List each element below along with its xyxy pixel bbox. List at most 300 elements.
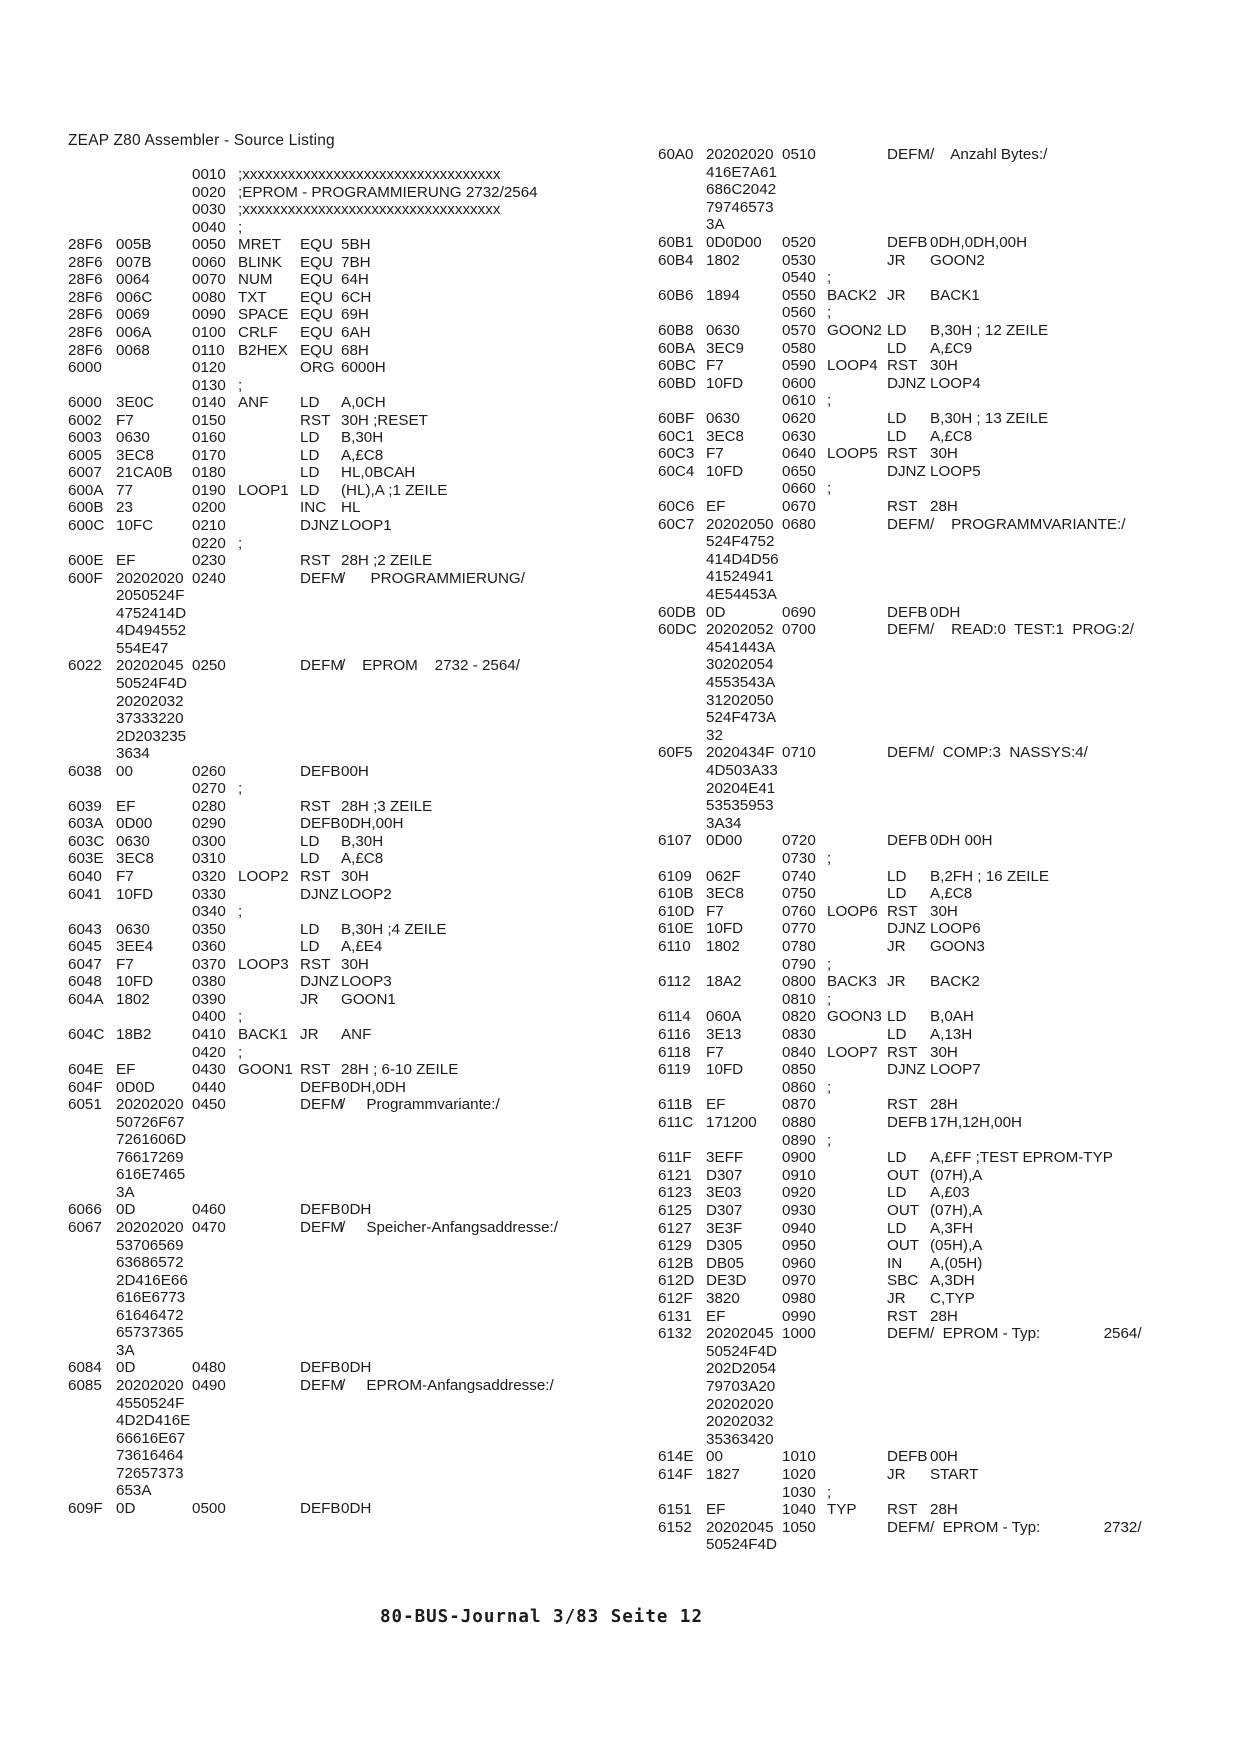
address: 6127 <box>658 1219 692 1237</box>
code: 171200 <box>706 1114 757 1131</box>
code: 50726F67 <box>116 1113 185 1131</box>
line-number: 0980 <box>782 1290 816 1307</box>
operand: A,0CH <box>341 394 386 412</box>
opcode: LD <box>887 1008 907 1026</box>
code: 0630 <box>116 429 150 447</box>
operand: LOOP4 <box>930 374 981 392</box>
line-number: 0330 <box>192 885 226 903</box>
line-number: 0250 <box>192 657 226 675</box>
line-number: 0530 <box>782 251 816 269</box>
opcode: DEFB <box>887 234 928 251</box>
code: F7 <box>116 868 134 885</box>
line-number: 0490 <box>192 1376 226 1394</box>
code: 20204E41 <box>706 779 776 797</box>
line-number: 0760 <box>782 902 816 920</box>
address: 611C <box>658 1114 694 1131</box>
listing-line <box>0 727 1240 745</box>
listing-line <box>0 938 1240 956</box>
code: 50524F4D <box>116 674 187 692</box>
operand: 30H <box>930 1043 958 1061</box>
label: BACK1 <box>238 1025 288 1043</box>
operand: LOOP2 <box>341 885 392 903</box>
address: 6041 <box>68 885 102 903</box>
operand: / PROGRAMMVARIANTE:/ <box>930 515 1126 533</box>
code: 20202045 <box>706 1325 774 1343</box>
label: TXT <box>238 288 267 306</box>
code: 10FD <box>116 885 154 903</box>
code: 35363420 <box>706 1430 774 1448</box>
line-number: 0730 <box>782 850 816 867</box>
code: 0630 <box>706 322 740 339</box>
listing-line <box>0 252 1240 270</box>
listing-line <box>0 375 1240 393</box>
opcode: RST <box>300 552 331 570</box>
code: 653A <box>116 1482 152 1500</box>
address: 603A <box>68 815 104 833</box>
operand: LOOP6 <box>930 920 981 938</box>
address: 610E <box>658 920 694 938</box>
listing-line <box>0 780 1240 798</box>
operand: / Programmvariante:/ <box>341 1096 500 1114</box>
code: 79746573 <box>706 198 774 216</box>
label: ; <box>238 218 243 236</box>
code: 20202020 <box>116 1096 184 1114</box>
code: 53706569 <box>116 1236 184 1254</box>
listing-line <box>0 656 1240 674</box>
address: 60F5 <box>658 744 693 762</box>
opcode: DEFB <box>300 1359 341 1377</box>
address: 604E <box>68 1061 104 1079</box>
code: 3E0C <box>116 394 154 412</box>
label: ; <box>827 304 832 322</box>
opcode: RST <box>887 357 918 375</box>
line-number: 0780 <box>782 938 816 955</box>
address: 28F6 <box>68 253 103 271</box>
line-number: 0180 <box>192 464 226 482</box>
line-number: 0900 <box>782 1149 816 1167</box>
address: 600E <box>68 552 104 570</box>
opcode: LD <box>300 464 320 482</box>
opcode: LD <box>300 481 320 499</box>
listing-line <box>0 1501 1240 1519</box>
code: 20202045 <box>706 1518 774 1536</box>
label: ; <box>827 269 832 287</box>
listing-line <box>0 885 1240 903</box>
operand: A,3FH <box>930 1219 974 1237</box>
listing-line <box>0 1325 1240 1343</box>
opcode: LD <box>887 322 907 339</box>
opcode: DJNZ <box>887 1061 926 1079</box>
opcode: RST <box>887 445 918 463</box>
opcode: EQU <box>300 341 333 359</box>
listing-line <box>0 709 1240 727</box>
address: 6129 <box>658 1237 692 1255</box>
address: 6152 <box>658 1518 692 1536</box>
opcode: OUT <box>887 1202 920 1219</box>
code: EF <box>116 1061 136 1079</box>
address: 28F6 <box>68 236 103 254</box>
listing-line <box>0 304 1240 322</box>
address: 6118 <box>658 1043 691 1061</box>
line-number: 0340 <box>192 903 226 921</box>
code: 0D <box>706 603 726 621</box>
operand: 69H <box>341 306 369 324</box>
code: 616E6773 <box>116 1289 186 1307</box>
listing-line <box>0 1061 1240 1079</box>
address: 612D <box>658 1272 695 1290</box>
line-number: 1010 <box>782 1448 816 1466</box>
listing-line <box>0 621 1240 639</box>
line-number: 0640 <box>782 445 816 463</box>
code: 65737365 <box>116 1324 184 1342</box>
label: ; <box>827 1131 832 1149</box>
label: B2HEX <box>238 341 288 359</box>
address: 6114 <box>658 1008 691 1026</box>
code: F7 <box>706 445 724 463</box>
opcode: INC <box>300 499 327 517</box>
code: 3EC8 <box>706 885 744 903</box>
code: F7 <box>706 902 724 920</box>
operand: A,3DH <box>930 1272 975 1290</box>
line-number: 0380 <box>192 973 226 991</box>
address: 614E <box>658 1448 694 1466</box>
opcode: RST <box>300 868 331 885</box>
address: 28F6 <box>68 271 103 289</box>
opcode: LD <box>300 394 320 412</box>
address: 600F <box>68 569 103 587</box>
line-number: 0130 <box>192 376 226 394</box>
listing-line <box>0 850 1240 868</box>
line-number: 0390 <box>192 990 226 1008</box>
label: ; <box>238 903 243 921</box>
address: 614F <box>658 1466 693 1483</box>
code: 31202050 <box>706 691 774 709</box>
line-number: 1000 <box>782 1325 816 1343</box>
code: 0069 <box>116 306 150 324</box>
listing-line <box>0 604 1240 622</box>
line-number: 0410 <box>192 1025 226 1043</box>
opcode: EQU <box>300 288 333 306</box>
operand: (07H),A <box>930 1202 983 1219</box>
code: 524F4752 <box>706 533 775 551</box>
line-number: 0150 <box>192 411 226 429</box>
code: 20202020 <box>706 146 774 163</box>
listing-line <box>0 762 1240 780</box>
address: 603C <box>68 832 105 850</box>
code: 63686572 <box>116 1254 184 1272</box>
line-number: 0010 <box>192 166 226 183</box>
listing-line <box>0 1202 1240 1220</box>
operand: A,£03 <box>930 1184 970 1202</box>
opcode: OUT <box>887 1166 920 1184</box>
code: 006A <box>116 323 152 341</box>
opcode: RST <box>887 1501 918 1519</box>
label: BLINK <box>238 253 282 271</box>
address: 6039 <box>68 797 102 815</box>
opcode: IN <box>887 1254 903 1272</box>
code: 20202020 <box>116 1376 184 1394</box>
operand: / EPROM - Typ: 2564/ <box>930 1325 1142 1343</box>
address: 28F6 <box>68 306 103 324</box>
code: 3820 <box>706 1290 740 1307</box>
opcode: RST <box>887 1307 918 1325</box>
opcode: RST <box>887 902 918 920</box>
opcode: DEFM <box>887 146 931 163</box>
opcode: DEFB <box>887 832 928 850</box>
line-number: 0990 <box>782 1307 816 1325</box>
address: 604A <box>68 990 104 1008</box>
label: LOOP1 <box>238 481 289 499</box>
code: 0D00 <box>706 832 743 850</box>
address: 28F6 <box>68 341 103 359</box>
address: 6051 <box>68 1096 102 1114</box>
opcode: LD <box>887 427 907 445</box>
listing-line <box>0 164 1240 182</box>
code: 18B2 <box>116 1025 152 1043</box>
code: 0068 <box>116 341 150 359</box>
code: 0064 <box>116 271 150 289</box>
opcode: JR <box>887 1290 906 1307</box>
listing-line <box>0 1114 1240 1132</box>
address: 6000 <box>68 394 102 412</box>
opcode: LD <box>887 867 907 885</box>
code: 00 <box>116 762 133 780</box>
code: EF <box>706 1501 726 1519</box>
operand: 17H,12H,00H <box>930 1114 1023 1131</box>
operand: LOOP5 <box>930 462 981 480</box>
address: 6040 <box>68 868 102 885</box>
listing-line <box>0 1237 1240 1255</box>
opcode: RST <box>887 498 918 515</box>
address: 6000 <box>68 359 102 377</box>
address: 60A0 <box>658 146 694 163</box>
operand: 28H ;2 ZEILE <box>341 552 433 570</box>
label: BACK2 <box>827 286 877 304</box>
listing-line <box>0 744 1240 762</box>
listing-line <box>0 1026 1240 1044</box>
code: 0D0D <box>116 1078 155 1096</box>
line-number: 0200 <box>192 499 226 517</box>
opcode: JR <box>887 286 906 304</box>
code: 20202050 <box>706 515 774 533</box>
opcode: DEFM <box>887 744 931 762</box>
opcode: JR <box>300 990 319 1008</box>
line-number: 0460 <box>192 1201 226 1219</box>
code: 4D494552 <box>116 622 187 640</box>
listing-line <box>0 1255 1240 1273</box>
address: 611F <box>658 1149 692 1167</box>
listing-line <box>0 797 1240 815</box>
opcode: JR <box>300 1025 319 1043</box>
line-number: 0350 <box>192 920 226 938</box>
operand: 30H <box>930 357 958 375</box>
operand: A,£C8 <box>341 850 384 868</box>
opcode: DJNZ <box>887 462 926 480</box>
line-number: 0830 <box>782 1026 816 1043</box>
opcode: DEFB <box>887 1114 928 1131</box>
line-number: 0580 <box>782 339 816 357</box>
operand: A,£C8 <box>341 446 384 464</box>
label: LOOP7 <box>827 1043 878 1061</box>
operand: B,2FH ; 16 ZEILE <box>930 867 1050 885</box>
line-number: 0100 <box>192 323 226 341</box>
label: ; <box>827 850 832 867</box>
address: 60C7 <box>658 515 695 533</box>
operand: 0DH <box>930 603 961 621</box>
code: 50524F4D <box>706 1342 777 1360</box>
line-number: 0910 <box>782 1166 816 1184</box>
operand: 0DH <box>341 1359 372 1377</box>
label: ; <box>238 534 243 552</box>
code: 61646472 <box>116 1306 184 1324</box>
code: 23 <box>116 499 133 517</box>
listing-line <box>0 1519 1240 1537</box>
opcode: DEFM <box>887 1518 931 1536</box>
label: ;xxxxxxxxxxxxxxxxxxxxxxxxxxxxxxxxxx <box>238 201 501 219</box>
code: 10FD <box>116 973 154 991</box>
opcode: DJNZ <box>887 374 926 392</box>
opcode: LD <box>887 1219 907 1237</box>
address: 6121 <box>658 1166 692 1184</box>
opcode: RST <box>300 955 331 973</box>
code: 4541443A <box>706 638 776 656</box>
label: SPACE <box>238 306 289 324</box>
address: 60B4 <box>658 251 694 269</box>
listing-line <box>0 1290 1240 1308</box>
code: 3EC9 <box>706 339 744 357</box>
address: 6085 <box>68 1376 102 1394</box>
operand: 28H <box>930 1501 958 1519</box>
code: 00 <box>706 1448 723 1466</box>
label: ; <box>827 955 832 973</box>
line-number: 0170 <box>192 446 226 464</box>
code: 007B <box>116 253 152 271</box>
address: 611B <box>658 1096 693 1114</box>
address: 6123 <box>658 1184 692 1202</box>
code: DB05 <box>706 1254 744 1272</box>
code: F7 <box>116 411 134 429</box>
operand: (07H),A <box>930 1166 983 1184</box>
listing-line <box>0 868 1240 886</box>
opcode: JR <box>887 1466 906 1483</box>
code: 10FD <box>706 374 744 392</box>
address: 6110 <box>658 938 691 955</box>
listing-line <box>0 322 1240 340</box>
operand: 6CH <box>341 288 372 306</box>
line-number: 0750 <box>782 885 816 903</box>
operand: B,30H ; 13 ZEILE <box>930 410 1049 427</box>
line-number: 0870 <box>782 1096 816 1114</box>
code: 30202054 <box>706 656 774 674</box>
listing-line <box>0 533 1240 551</box>
code: 4752414D <box>116 604 187 622</box>
code: 20202032 <box>116 692 184 710</box>
operand: 30H <box>930 445 958 463</box>
code: 0630 <box>706 410 740 427</box>
code: 0D <box>116 1499 136 1517</box>
label: LOOP5 <box>827 445 878 463</box>
code: 3E13 <box>706 1026 742 1043</box>
line-number: 0570 <box>782 322 816 339</box>
code: 3E03 <box>706 1184 742 1202</box>
line-number: 0080 <box>192 288 226 306</box>
opcode: DEFM <box>300 1096 344 1114</box>
code: 4D2D416E <box>116 1412 191 1430</box>
operand: START <box>930 1466 979 1483</box>
code: 686C2042 <box>706 181 777 199</box>
operand: 30H <box>930 902 958 920</box>
operand: LOOP3 <box>341 973 392 991</box>
operand: 28H <box>930 1307 958 1325</box>
line-number: 0440 <box>192 1078 226 1096</box>
line-number: 0470 <box>192 1219 226 1236</box>
code: 062F <box>706 867 741 885</box>
address: 60BA <box>658 339 696 357</box>
address: 60B8 <box>658 322 694 339</box>
address: 60DC <box>658 621 697 639</box>
operand: LOOP1 <box>341 517 392 534</box>
listing-line <box>0 428 1240 446</box>
label: ; <box>827 392 832 410</box>
code: 20202045 <box>116 657 184 675</box>
code: 3EE4 <box>116 938 154 956</box>
operand: / EPROM - Typ: 2732/ <box>930 1518 1142 1536</box>
opcode: DEFM <box>887 515 931 533</box>
line-number: 0680 <box>782 515 816 533</box>
line-number: 0620 <box>782 410 816 427</box>
listing-line <box>0 674 1240 692</box>
code: D307 <box>706 1166 743 1184</box>
code: 616E7465 <box>116 1166 186 1184</box>
line-number: 0070 <box>192 271 226 289</box>
opcode: DEFM <box>887 1325 931 1343</box>
opcode: LD <box>300 938 320 956</box>
operand: B,30H ; 12 ZEILE <box>930 322 1049 339</box>
line-number: 0400 <box>192 1008 226 1026</box>
code: 0D00 <box>116 815 153 833</box>
line-number: 0190 <box>192 481 226 499</box>
line-number: 0650 <box>782 462 816 480</box>
listing-line <box>0 1044 1240 1062</box>
operand: B,30H <box>341 429 384 447</box>
address: 60DB <box>658 603 696 621</box>
operand: 00H <box>930 1448 958 1466</box>
opcode: LD <box>300 446 320 464</box>
listing-line <box>0 1096 1240 1114</box>
opcode: LD <box>887 410 907 427</box>
opcode: DJNZ <box>300 885 339 903</box>
line-number: 0500 <box>192 1499 226 1517</box>
listing-line <box>0 903 1240 921</box>
opcode: DEFM <box>887 621 931 639</box>
label: ;EPROM - PROGRAMMIERUNG 2732/2564 <box>238 183 538 201</box>
code: EF <box>116 797 136 815</box>
operand: 28H <box>930 498 958 515</box>
code: 414D4D56 <box>706 550 779 568</box>
address: 6107 <box>658 832 692 850</box>
listing-line <box>0 1431 1240 1449</box>
line-number: 0610 <box>782 392 816 410</box>
operand: 0DH <box>341 1499 372 1517</box>
code: EF <box>116 552 136 570</box>
address: 6067 <box>68 1219 102 1236</box>
address: 600C <box>68 517 105 534</box>
operand: 00H <box>341 762 369 780</box>
line-number: 0310 <box>192 850 226 868</box>
address: 6151 <box>658 1501 692 1519</box>
line-number: 0630 <box>782 427 816 445</box>
line-number: 0120 <box>192 359 226 377</box>
